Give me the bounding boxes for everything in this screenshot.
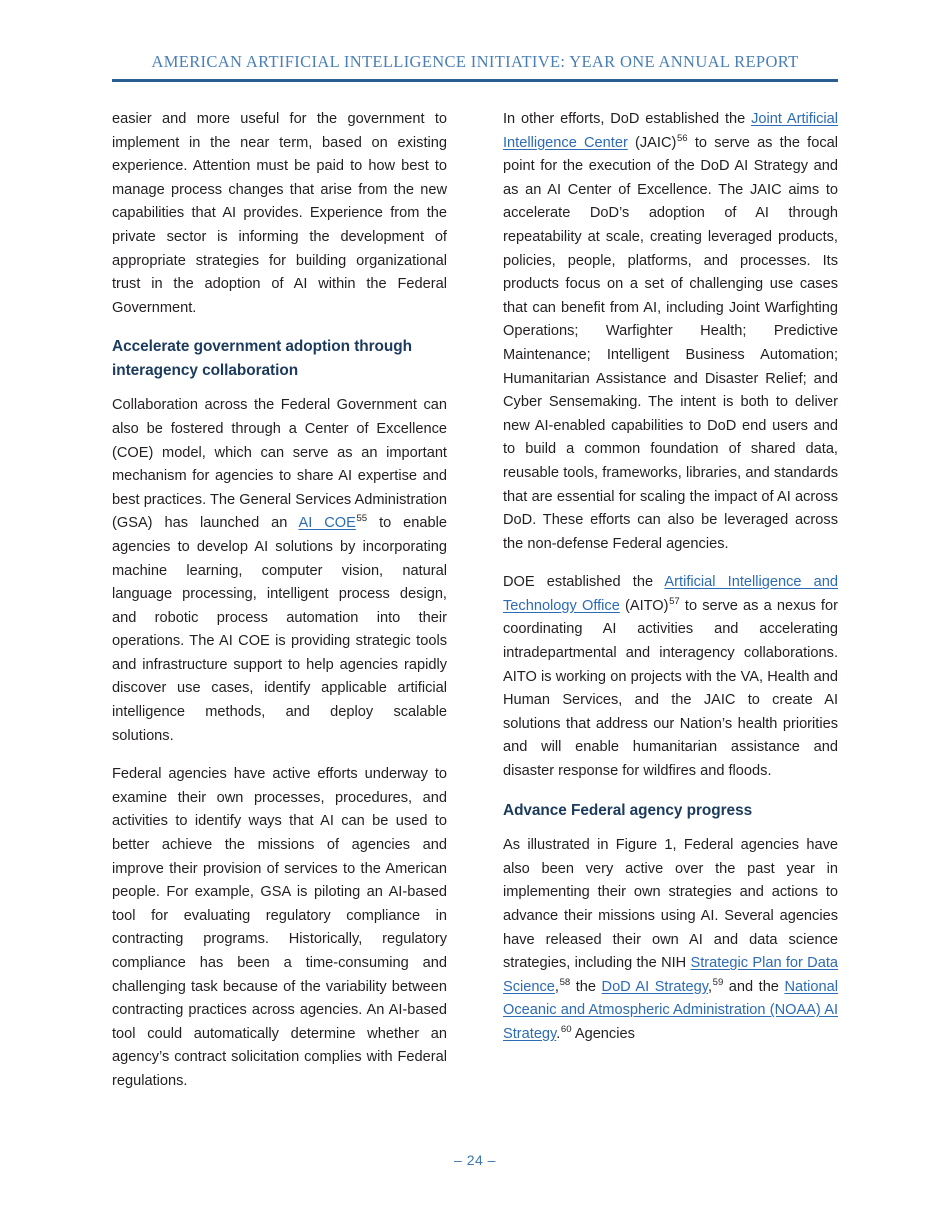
paragraph-text-segment: In other efforts, DoD established the — [503, 111, 752, 127]
link-ai-coe[interactable]: AI COE — [298, 515, 356, 532]
paragraph-text-segment: to serve as a nexus for coordinating AI activities and accelerating intradepartmental and interagency collaborations. AITO is working on projects with the VA, Health and Human Services, and the JAIC to create AI solutions that address our Nation’s health priorities and will enable humanitarian assistance and disaster response for wildfires and floods. — [503, 597, 838, 780]
paragraph-text-segment: . — [556, 1025, 561, 1042]
link-joint-artificial-intelligence-center[interactable]: Joint Artificial Intelligence Center — [503, 111, 838, 151]
paragraph-coe-collaboration — [112, 394, 447, 748]
running-header — [112, 52, 838, 72]
paragraph-aito — [503, 571, 838, 783]
right-column — [503, 108, 838, 1094]
paragraph-text-segment: to enable agencies to develop AI solutions by incorporating machine learning, computer vision, natural language processing, intelligent process design, and robotic process automation into their operations. The AI COE is providing strategic tools and infrastructure support to help agencies rapidly discover use cases, identify applicable artificial intelligence methods, and deploy scalable solutions. — [112, 515, 448, 744]
paragraph-text-segment: DOE established the — [503, 574, 665, 591]
footnote-ref-55[interactable]: 55 — [356, 513, 368, 525]
header-rule-divider — [112, 79, 838, 82]
link-dod-ai-strategy[interactable]: DoD AI Strategy — [601, 978, 708, 995]
paragraph-text-segment: , — [707, 978, 713, 995]
footnote-ref-58[interactable]: 58 — [559, 976, 571, 988]
footnote-ref-59[interactable]: 59 — [712, 976, 724, 988]
paragraph-text-segment: the — [570, 978, 602, 995]
running-header-title: AMERICAN ARTIFICIAL INTELLIGENCE INITIATIVE: YEAR ONE ANNUAL REPORT — [151, 52, 799, 71]
paragraph-text-segment: As illustrated in Figure 1, Federal agencies have also been very active over the past year in implementing their own strategies and actions to advance their missions using AI. Several agencies have released their own AI and data science strategies, including the NIH — [503, 837, 838, 972]
paragraph-text-segment: (JAIC) — [627, 134, 677, 151]
left-column — [112, 108, 447, 1094]
footnote-ref-60[interactable]: 60 — [560, 1024, 572, 1036]
paragraph-continuation: easier and more useful for the government to implement in the near term, based on existing experience. Attention must be paid to how best to manage process changes that arise from the new capabilities that AI provides. Experience from the private sector is informing the development of appropriate strategies for building organizational trust in the adoption of AI within the Federal Government. — [112, 111, 447, 316]
paragraph-text-segment: , — [554, 978, 559, 995]
section-heading-accelerate-government-adoption: Accelerate government adoption through interagency collaboration — [112, 338, 412, 379]
paragraph-text-segment: Collaboration across the Federal Government can also be fostered through a Center of Excellence (COE) model, which can serve as an important mechanism for agencies to share AI expertise and best practices. The General Services Administration (GSA) has launched an — [112, 397, 447, 532]
link-strategic-plan-for-data-science[interactable]: Strategic Plan for Data Science — [503, 955, 838, 995]
section-heading-advance-federal-agency-progress: Advance Federal agency progress — [503, 801, 753, 819]
footnote-ref-56[interactable]: 56 — [676, 132, 688, 144]
paragraph-text-segment: and the — [723, 978, 785, 995]
paragraph-text-segment: Agencies — [571, 1025, 635, 1042]
page-number: – 24 – — [454, 1152, 496, 1168]
two-column-body — [112, 108, 838, 1094]
footnote-ref-57[interactable]: 57 — [669, 596, 680, 608]
link-artificial-intelligence-and-technology-office[interactable]: Artificial Intelligence and Technology Office — [503, 574, 839, 614]
paragraph-text-segment: to serve as the focal point for the execution of the DoD AI Strategy and as an AI Center of Excellence. The JAIC aims to accelerate DoD’s adoption of AI through repeatability at scale, creating leveraged products, policies, people, platforms, and processes. Its products focus on a set of challenging use cases that can benefit from AI, including Joint Warfighting Operations; Warfighter Health; Predictive Maintenance; Intelligent Business Automation; Humanitarian Assistance and Disaster Relief; and Cyber Sensemaking. The intent is both to deliver new AI-enabled capabilities to DoD end users and to build a common foundation of shared data, reusable tools, frameworks, libraries, and standards that are essential for scaling the impact of AI across DoD. These efforts can also be leveraged across the non-defense Federal agencies. — [503, 134, 838, 552]
paragraph-federal-agency-efforts: Federal agencies have active efforts underway to examine their own processes, procedures, and activities to identify ways that AI can be used to better achieve the missions of agencies and improve their provision of services to the American people. For example, GSA is piloting an AI-based tool for evaluating regulatory compliance in contracting programs. Historically, regulatory compliance has been a time-consuming and challenging task because of the variability between contracting practices across agencies. An AI-based tool could automatically determine whether an agency’s contract solicitation complies with Federal regulations. — [112, 766, 447, 1089]
link-noaa-ai-strategy[interactable]: National Oceanic and Atmospheric Administration (NOAA) AI Strategy — [503, 978, 838, 1042]
paragraph-text-segment: (AITO) — [619, 597, 669, 614]
paragraph-agency-strategies — [503, 834, 838, 1046]
paragraph-jaic — [503, 108, 838, 556]
